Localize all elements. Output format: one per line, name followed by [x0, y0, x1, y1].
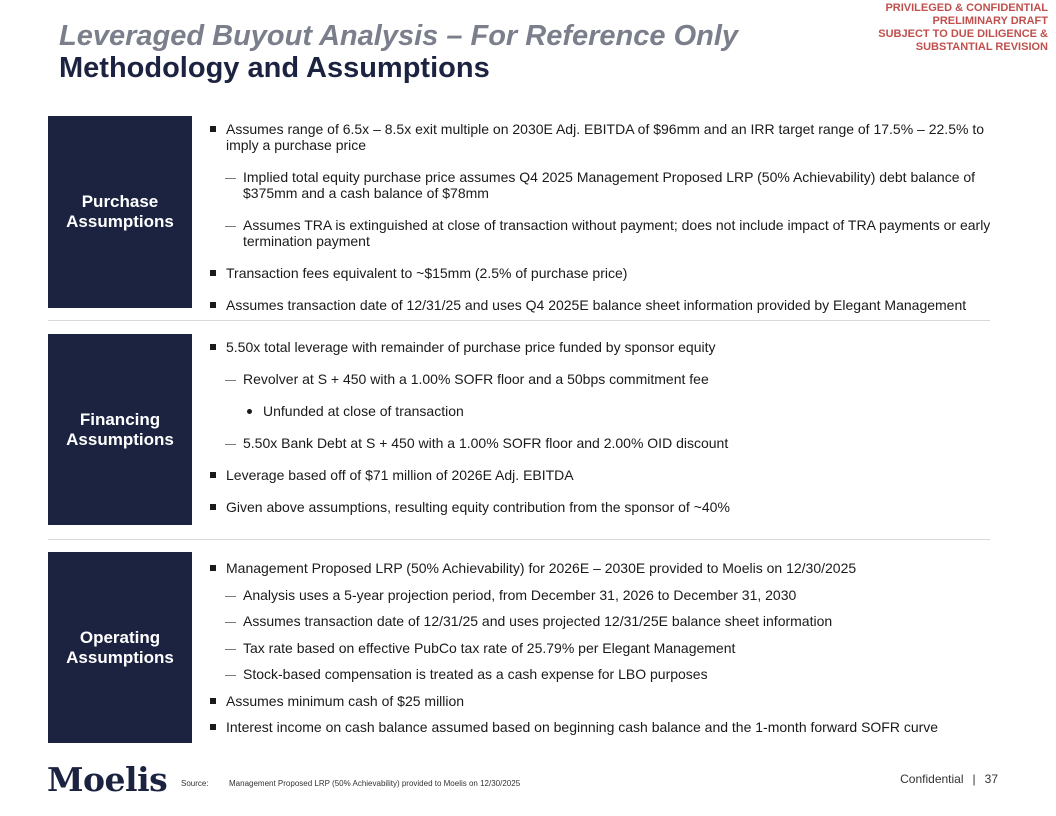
dot-bullet-icon — [247, 409, 252, 414]
square-bullet-icon — [210, 698, 216, 704]
bullet-text: 5.50x Bank Debt at S + 450 with a 1.00% SOFR floor and 2.00% OID discount — [243, 435, 729, 451]
page-number: 37 — [984, 772, 998, 786]
section-divider — [48, 320, 990, 321]
section-label-line: Operating — [79, 627, 161, 647]
sub-bullet-item — [225, 371, 995, 387]
section-label-line: Purchase — [81, 192, 159, 211]
dash-bullet-icon — [225, 178, 236, 179]
source-text: Management Proposed LRP (50% Achievability) provided to Moelis on 12/30/2025 — [229, 779, 521, 788]
confidentiality-line: SUBSTANTIAL REVISION — [915, 41, 1048, 53]
bullet-text: Given above assumptions, resulting equity contribution from the sponsor of ~40% — [226, 499, 730, 515]
footer-page-info — [900, 772, 998, 786]
square-bullet-icon — [210, 270, 216, 276]
dash-bullet-icon — [225, 380, 236, 381]
dash-bullet-icon — [225, 596, 236, 597]
financing-assumptions-section — [48, 334, 990, 525]
page-subtitle: Methodology and Assumptions — [59, 52, 490, 84]
purchase-assumptions-section — [48, 116, 991, 313]
bullet-text: Assumes range of 6.5x – 8.5x exit multiple on 2030E Adj. EBITDA of $96mm and an IRR target range of 17.5% – 22.5% to imply a purchase price — [226, 121, 984, 153]
bullet-item — [208, 499, 988, 515]
bullet-text: Revolver at S + 450 with a 1.00% SOFR floor and a 50bps commitment fee — [243, 371, 709, 387]
confidentiality-line: PRIVILEGED & CONFIDENTIAL — [885, 2, 1048, 14]
confidentiality-line: PRELIMINARY DRAFT — [932, 15, 1048, 27]
section-label-line: Financing — [79, 409, 161, 429]
bullet-text: Assumes TRA is extinguished at close of transaction without payment; does not include impact of TRA payments or early termination payment — [243, 217, 991, 249]
footer-separator: | — [972, 772, 976, 786]
moelis-logo: Moelis — [47, 760, 168, 799]
bullet-item — [208, 297, 988, 313]
section-label-line: Assumptions — [66, 647, 174, 667]
dash-bullet-icon — [225, 622, 236, 623]
section-label-line: Assumptions — [66, 212, 174, 231]
bullet-item — [208, 467, 988, 483]
square-bullet-icon — [210, 724, 216, 730]
sub-bullet-item — [225, 640, 995, 656]
bullet-item — [208, 339, 988, 355]
square-bullet-icon — [210, 126, 216, 132]
section-label-line: Assumptions — [66, 429, 174, 449]
dash-bullet-icon — [225, 444, 236, 445]
section-label-box — [48, 334, 192, 525]
square-bullet-icon — [210, 302, 216, 308]
bullet-item — [208, 693, 988, 709]
bullet-text: Interest income on cash balance assumed based on beginning cash balance and the 1-month forward SOFR curve — [226, 719, 939, 735]
bullet-text: Leverage based off of $71 million of 2026E Adj. EBITDA — [226, 467, 574, 483]
sub-bullet-item — [225, 613, 995, 629]
bullet-item — [208, 121, 988, 153]
square-bullet-icon — [210, 344, 216, 350]
section-label-box — [48, 116, 192, 308]
bullet-text: Transaction fees equivalent to ~$15mm (2.5% of purchase price) — [226, 265, 628, 281]
bullet-text: Assumes transaction date of 12/31/25 and uses Q4 2025E balance sheet information provided by Elegant Management — [226, 297, 967, 313]
section-divider — [48, 539, 990, 540]
dash-bullet-icon — [225, 675, 236, 676]
confidential-label: Confidential — [900, 772, 964, 786]
section-label-box — [48, 552, 192, 743]
bullet-text: Analysis uses a 5-year projection period, from December 31, 2026 to December 31, 2030 — [243, 587, 797, 603]
bullet-text: Assumes transaction date of 12/31/25 and uses projected 12/31/25E balance sheet information — [243, 613, 833, 629]
confidentiality-line: SUBJECT TO DUE DILIGENCE & — [878, 28, 1048, 40]
bullet-text: Management Proposed LRP (50% Achievability) for 2026E – 2030E provided to Moelis on 12/30/2025 — [226, 560, 857, 576]
operating-assumptions-section — [48, 552, 990, 743]
page-title: Leveraged Buyout Analysis – For Reference Only — [59, 20, 739, 52]
sub-bullet-item — [225, 217, 995, 249]
source-label: Source: — [181, 779, 209, 788]
sub-bullet-item — [225, 666, 995, 682]
bullet-item — [208, 560, 988, 576]
square-bullet-icon — [210, 504, 216, 510]
bullet-text: Assumes minimum cash of $25 million — [226, 693, 465, 709]
dash-bullet-icon — [225, 649, 236, 650]
bullet-text: Stock-based compensation is treated as a cash expense for LBO purposes — [243, 666, 708, 682]
square-bullet-icon — [210, 565, 216, 571]
square-bullet-icon — [210, 472, 216, 478]
bullet-text: Tax rate based on effective PubCo tax rate of 25.79% per Elegant Management — [243, 640, 736, 656]
bullet-text: 5.50x total leverage with remainder of purchase price funded by sponsor equity — [226, 339, 716, 355]
confidentiality-notice — [878, 2, 1048, 54]
dash-bullet-icon — [225, 226, 236, 227]
sub-bullet-item — [225, 169, 995, 201]
bullet-item — [208, 265, 988, 281]
bullet-text: Unfunded at close of transaction — [263, 403, 464, 419]
sub-bullet-item — [225, 587, 995, 603]
bullet-text: Implied total equity purchase price assumes Q4 2025 Management Proposed LRP (50% Achievability) debt balance of $375mm and a cash balance of $78mm — [243, 169, 976, 201]
sub-sub-bullet-item — [245, 403, 985, 419]
bullet-item — [208, 719, 988, 735]
sub-bullet-item — [225, 435, 995, 451]
